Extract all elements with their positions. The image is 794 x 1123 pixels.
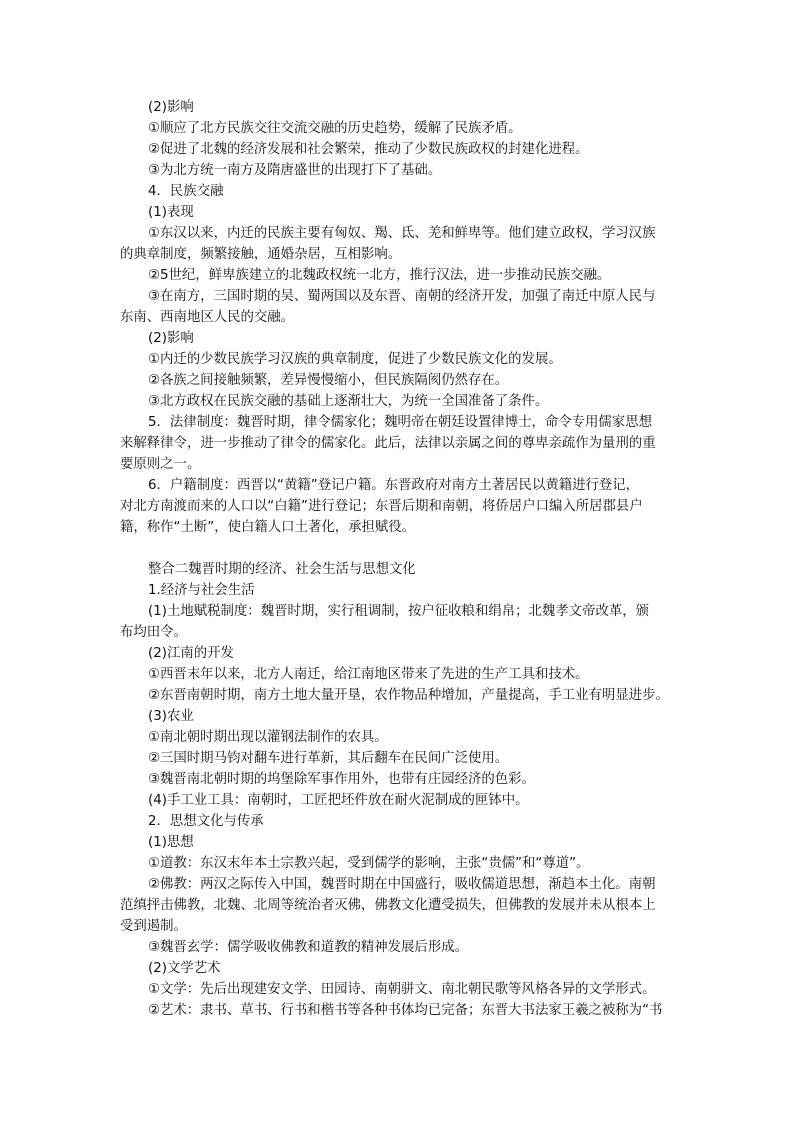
text-line: ②东晋南朝时期，南方土地大量开垦，农作物品种增加，产量提高，手工业有明显进步。 (148, 688, 669, 703)
text-line: 布均田令。 (120, 625, 187, 640)
text-line: 整合二魏晋时期的经济、社会生活与思想文化 (148, 562, 416, 577)
text-line: (1)思想 (148, 835, 194, 850)
text-line: 籍，称作“土断”，使白籍人口土著化，承担赋役。 (120, 520, 416, 535)
text-line: ③魏晋玄学：儒学吸收佛教和道教的精神发展后形成。 (148, 940, 468, 955)
text-line: ①西晋末年以来，北方人南迁，给江南地区带来了先进的生产工具和技术。 (148, 667, 589, 682)
text-line: ②各族之间接触频繁，差异慢慢缩小，但民族隔阂仍然存在。 (148, 373, 509, 388)
text-line: ③在南方，三国时期的吴、蜀两国以及东晋、南朝的经济开发，加强了南迁中原人民与 (148, 289, 656, 304)
text-line: ②佛教：两汉之际传入中国，魏晋时期在中国盛行，吸收儒道思想，渐趋本土化。南朝 (148, 877, 656, 892)
text-line: ①东汉以来，内迁的民族主要有匈奴、羯、氐、羌和鲜卑等。他们建立政权，学习汉族 (148, 226, 656, 241)
text-line: (4)手工业工具：南朝时，工匠把坯件放在耐火泥制成的匣钵中。 (148, 793, 529, 808)
text-line: 5．法律制度：魏晋时期，律令儒家化；魏明帝在朝廷设置律博士，命令专用儒家思想 (148, 415, 652, 430)
text-line: ①道教：东汉末年本土宗教兴起，受到儒学的影响，主张“贵儒”和“尊道”。 (148, 856, 590, 871)
text-line: ③北方政权在民族交融的基础上逐渐壮大，为统一全国准备了条件。 (148, 394, 549, 409)
text-line: (1)表现 (148, 205, 194, 220)
text-line: ③魏晋南北朝时期的坞堡除军事作用外，也带有庄园经济的色彩。 (148, 772, 535, 787)
text-line: ②三国时期马钧对翻车进行革新，其后翻车在民间广泛使用。 (148, 751, 509, 766)
text-line: ①顺应了北方民族交往交流交融的历史趋势，缓解了民族矛盾。 (148, 121, 522, 136)
text-line: 6．户籍制度：西晋以“黄籍”登记户籍。东晋政府对南方土著居民以黄籍进行登记， (148, 478, 640, 493)
text-line: ①南北朝时期出现以灌钢法制作的农具。 (148, 730, 388, 745)
text-line: 的典章制度，频繁接触，通婚杂居，互相影响。 (120, 247, 402, 262)
text-line: ①内迁的少数民族学习汉族的典章制度，促进了少数民族文化的发展。 (148, 352, 562, 367)
text-line: ②促进了北魏的经济发展和社会繁荣，推动了少数民族政权的封建化进程。 (148, 142, 589, 157)
text-line: ③为北方统一南方及隋唐盛世的出现打下了基础。 (148, 163, 442, 178)
text-line: 来解释律令，进一步推动了律令的儒家化。此后，法律以亲属之间的尊卑亲疏作为量刑的重 (120, 436, 656, 451)
text-line: 1.经济与社会生活 (148, 583, 255, 598)
text-line: 4．民族交融 (148, 184, 224, 199)
text-line: (2)江南的开发 (148, 646, 234, 661)
text-line: 要原则之一。 (120, 457, 201, 472)
text-line: ②艺术：隶书、草书、行书和楷书等各种书体均已完备；东晋大书法家王羲之被称为“书 (148, 1003, 663, 1018)
text-line: 对北方南渡而来的人口以“白籍”进行登记；东晋后期和南朝，将侨居户口编入所居郡县户 (120, 499, 643, 514)
text-line: (2)影响 (148, 100, 194, 115)
text-line: 范缜抨击佛教，北魏、北周等统治者灭佛，佛教文化遭受损失，但佛教的发展并未从根本上 (120, 898, 656, 913)
text-line: (1)土地赋税制度：魏晋时期，实行租调制，按户征收粮和绢帛；北魏孝文帝改革，颁 (148, 604, 650, 619)
text-line: ②5世纪，鲜卑族建立的北魏政权统一北方，推行汉法，进一步推动民族交融。 (148, 268, 611, 283)
text-line: (2)文学艺术 (148, 961, 221, 976)
text-line: (3)农业 (148, 709, 194, 724)
text-line: 受到遏制。 (120, 919, 187, 934)
text-line: (2)影响 (148, 331, 194, 346)
text-line: 2．思想文化与传承 (148, 814, 264, 829)
text-line: 东南、西南地区人民的交融。 (120, 310, 295, 325)
text-line: ①文学：先后出现建安文学、田园诗、南朝骈文、南北朝民歌等风格各异的文学形式。 (148, 982, 656, 997)
